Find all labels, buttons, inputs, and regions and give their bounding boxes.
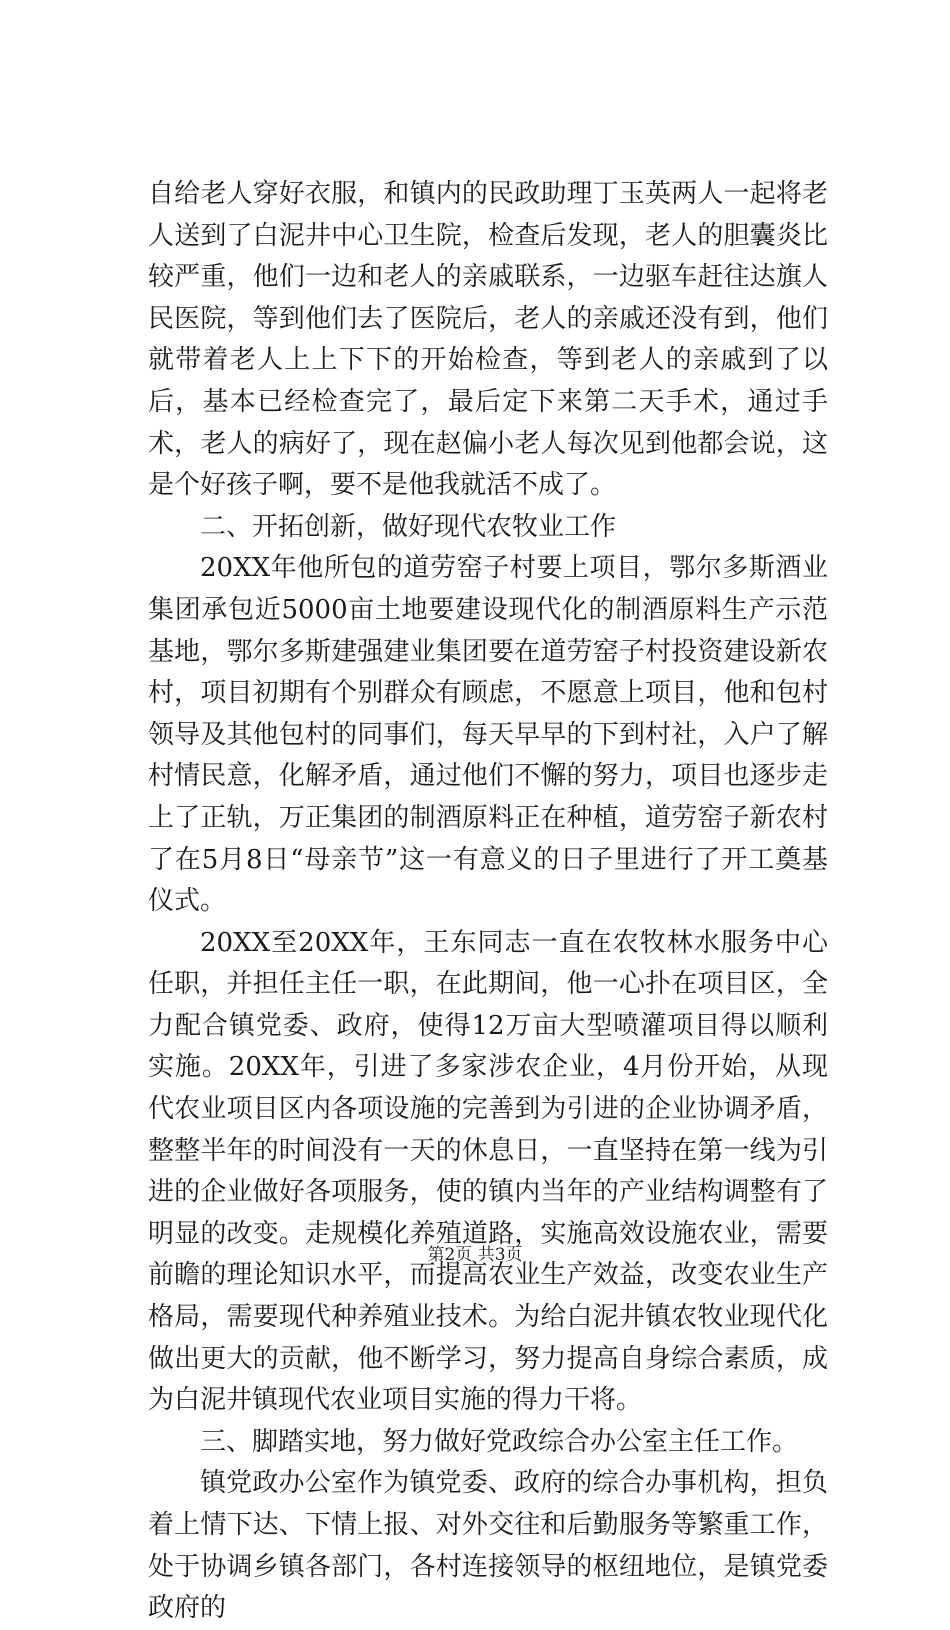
paragraph-service-center: 20XX至20XX年，王东同志一直在农牧林水服务中心任职，并担任主任一职，在此期间，他一心扑在项目区，全力配合镇党委、政府，使得12万亩大型喷灌项目得以顺利实施。20XX年，引进了多家涉农企业，4月份开始，从现代农业项目区内各项设施的完善到为引进的企业协调矛盾，整整半年的时间没有一天的休息日，一直坚持在第一线为引进的企业做好各项服务，使的镇内当年的产业结构调整有了明显的改变。走规模化养殖道路，实施高效设施农业，需要前瞻的理论知识水平，而提高农业生产效益，改变农业生产格局，需要现代种养殖业技术。为给白泥井镇农牧业现代化做出更大的贡献，他不断学习，努力提高自身综合素质，成为白泥井镇现代农业项目实施的得力干将。 (148, 927, 828, 1416)
page-footer (0, 1240, 950, 1265)
section-heading-2: 二、开拓创新，做好现代农牧业工作 (200, 511, 617, 542)
paragraph-continuation: 自给老人穿好衣服，和镇内的民政助理丁玉英两人一起将老人送到了白泥井中心卫生院，检查后发现，老人的胆囊炎比较严重，他们一边和老人的亲戚联系，一边驱车赶往达旗人民医院，等到他们去了医院后，老人的亲戚还没有到，他们就带着老人上上下下的开始检查，等到老人的亲戚到了以后，基本已经检查完了，最后定下来第二天手术，通过手术，老人的病好了，现在赵偏小老人每次见到他都会说，这是个好孩子啊，要不是他我就活不成了。 (148, 179, 828, 501)
section-heading-3: 三、脚踏实地，努力做好党政综合办公室主任工作。 (200, 1426, 799, 1457)
document-body (148, 174, 828, 1630)
paragraph-office-duties: 镇党政办公室作为镇党委、政府的综合办事机构，担负着上情下达、下情上报、对外交往和后勤服务等繁重工作，处于协调乡镇各部门，各村连接领导的枢纽地位，是镇党委政府的 (148, 1468, 828, 1624)
page-number-label: 第2页 共3页 (427, 1245, 523, 1265)
paragraph-village-project: 20XX年他所包的道劳窑子村要上项目，鄂尔多斯酒业集团承包近5000亩土地要建设现代化的制酒原料生产示范基地，鄂尔多斯建强建业集团要在道劳窑子村投资建设新农村，项目初期有个别群众有顾虑，不愿意上项目，他和包村领导及其他包村的同事们，每天早早的下到村社，入户了解村情民意，化解矛盾，通过他们不懈的努力，项目也逐步走上了正轨，万正集团的制酒原料正在种植，道劳窑子新农村了在5月8日“母亲节”这一有意义的日子里进行了开工奠基仪式。 (148, 553, 828, 917)
